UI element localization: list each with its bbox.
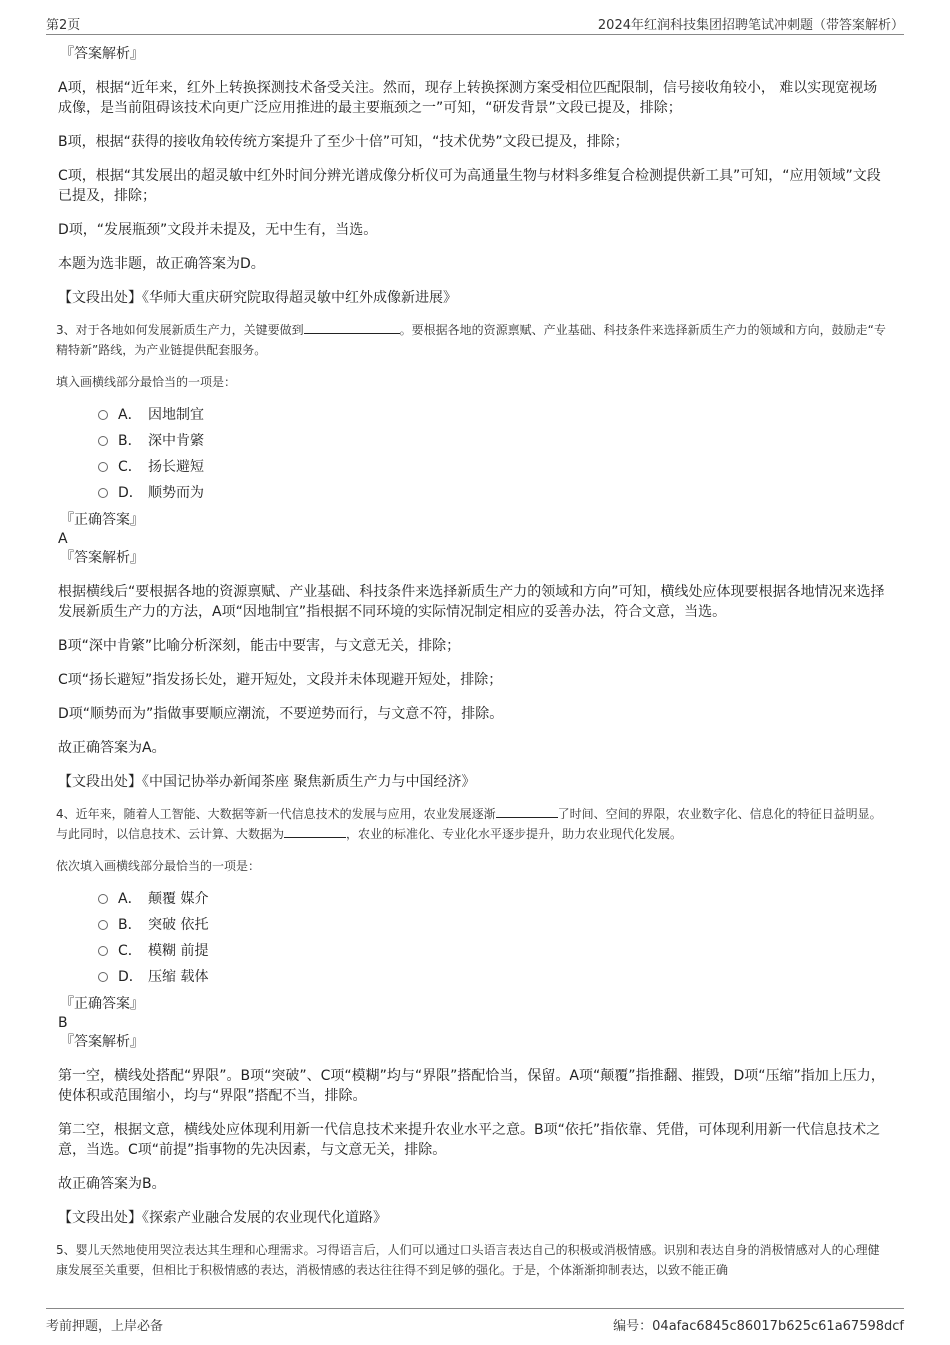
page-number: 第2页 [46,18,81,33]
analysis-heading: 『答案解析』 [60,1034,144,1050]
radio-icon[interactable] [98,410,108,420]
page-header [46,12,904,35]
analysis-paragraph: 第一空，横线处搭配“界限”。B项“突破”、C项“模糊”均与“界限”搭配恰当，保留。A项“颠覆”指推翻、摧毁，D项“压缩”指加上压力，使体积或范围缩小，均与“界限”搭配不当，排除。 [58,1068,885,1104]
analysis-heading: 『答案解析』 [60,550,144,566]
analysis-paragraph: B项，根据“获得的接收角较传统方案提升了至少十倍”可知，“技术优势”文段已提及，排除； [58,134,629,150]
radio-icon[interactable] [98,946,108,956]
option-a[interactable]: A． 因地制宜 [98,402,888,428]
option-b[interactable]: B． 突破 依托 [98,912,888,938]
fill-blank [284,825,346,838]
analysis-paragraph: C项，根据“其发展出的超灵敏中红外时间分辨光谱成像分析仪可为高通量生物与材料多维复合检测提供新工具”可知，“应用领域”文段已提及，排除； [58,168,881,204]
radio-icon[interactable] [98,436,108,446]
option-c[interactable]: C． 模糊 前提 [98,938,888,964]
analysis-paragraph: A项，根据“近年来，红外上转换探测技术备受关注。然而，现存上转换探测方案受相位匹配限制，信号接收角较小， 难以实现宽视场成像，是当前阻碍该技术向更广泛应用推进的最主要瓶颈之一”可知，“研发背景”文段已提及，排除； [58,80,878,116]
analysis-conclusion: 故正确答案为A。 [58,740,166,756]
radio-icon[interactable] [98,894,108,904]
footer-slogan: 考前押题，上岸必备 [46,1319,164,1334]
document-title: 2024年红润科技集团招聘笔试冲刺题（带答案解析） [597,18,904,33]
analysis-paragraph: B项“深中肯綮”比喻分析深刻，能击中要害，与文意无关，排除； [58,638,461,654]
correct-answer: B [58,1015,68,1031]
question-3-options [56,402,888,506]
analysis-paragraph: C项“扬长避短”指发扬长处，避开短处，文段并未体现避开短处，排除； [58,672,503,688]
radio-icon[interactable] [98,462,108,472]
analysis-conclusion: 故正确答案为B。 [58,1176,166,1192]
correct-answer: A [58,531,68,547]
page-footer [46,1308,904,1335]
analysis-paragraph: D项“顺势而为”指做事要顺应潮流，不要逆势而行，与文意不符，排除。 [58,706,504,722]
correct-answer-heading: 『正确答案』 [60,996,144,1012]
radio-icon[interactable] [98,920,108,930]
analysis-paragraph: 根据横线后“要根据各地的资源禀赋、产业基础、科技条件来选择新质生产力的领域和方向”可知，横线处应体现要根据各地情况来选择发展新质生产力的方法，A项“因地制宜”指根据不同环境的实际情况制定相应的妥善办法，符合文意，当选。 [58,584,885,620]
analysis-paragraph: D项，“发展瓶颈”文段并未提及，无中生有，当选。 [58,222,378,238]
source-citation: 【文段出处】《中国记协举办新闻茶座 聚焦新质生产力与中国经济》 [58,774,476,790]
option-c[interactable]: C． 扬长避短 [98,454,888,480]
question-3-text: 3、对于各地如何发展新质生产力，关键要做到 。要根据各地的资源禀赋、产业基础、科技条件来选择新质生产力的领域和方向，鼓励走“专精特新”路线，为产业链提供配套服务。 [56,323,886,357]
question-4-prompt: 依次填入画横线部分最恰当的一项是： [56,859,261,873]
option-d[interactable]: D． 压缩 载体 [98,964,888,990]
source-citation: 【文段出处】《探索产业融合发展的农业现代化道路》 [58,1210,387,1226]
question-4-text: 4、近年来，随着人工智能、大数据等新一代信息技术的发展与应用，农业发展逐渐 了时间、空间的界限，农业数字化、信息化的特征日益明显。与此同时，以信息技术、云计算、大数据为 ，农业的标准化、专业化水平逐步提升，助力农业现代化发展。 [56,807,882,841]
correct-answer-heading: 『正确答案』 [60,512,144,528]
radio-icon[interactable] [98,488,108,498]
question-3-prompt: 填入画横线部分最恰当的一项是： [56,375,237,389]
question-5-text: 5、婴儿天然地使用哭泣表达其生理和心理需求。习得语言后，人们可以通过口头语言表达自己的积极或消极情感。识别和表达自身的消极情感对人的心理健康发展至关重要，但相比于积极情感的表达，消极情感的表达往往得不到足够的强化。于是，个体渐渐抑制表达，以致不能正确 [56,1243,880,1277]
analysis-heading: 『答案解析』 [60,46,144,62]
radio-icon[interactable] [98,972,108,982]
fill-blank [304,321,400,334]
page-content [56,44,888,1280]
option-b[interactable]: B． 深中肯綮 [98,428,888,454]
document-code: 编号：04afac6845c86017b625c61a67598dcf [613,1319,904,1334]
analysis-paragraph: 第二空，根据文意，横线处应体现利用新一代信息技术来提升农业水平之意。B项“依托”指依靠、凭借，可体现利用新一代信息技术之意，当选。C项“前提”指事物的先决因素，与文意无关，排除。 [58,1122,881,1158]
fill-blank [496,805,558,818]
analysis-conclusion: 本题为选非题，故正确答案为D。 [58,256,265,272]
source-citation: 【文段出处】《华师大重庆研究院取得超灵敏中红外成像新进展》 [58,290,457,306]
option-a[interactable]: A． 颠覆 媒介 [98,886,888,912]
question-4-options [56,886,888,990]
option-d[interactable]: D． 顺势而为 [98,480,888,506]
